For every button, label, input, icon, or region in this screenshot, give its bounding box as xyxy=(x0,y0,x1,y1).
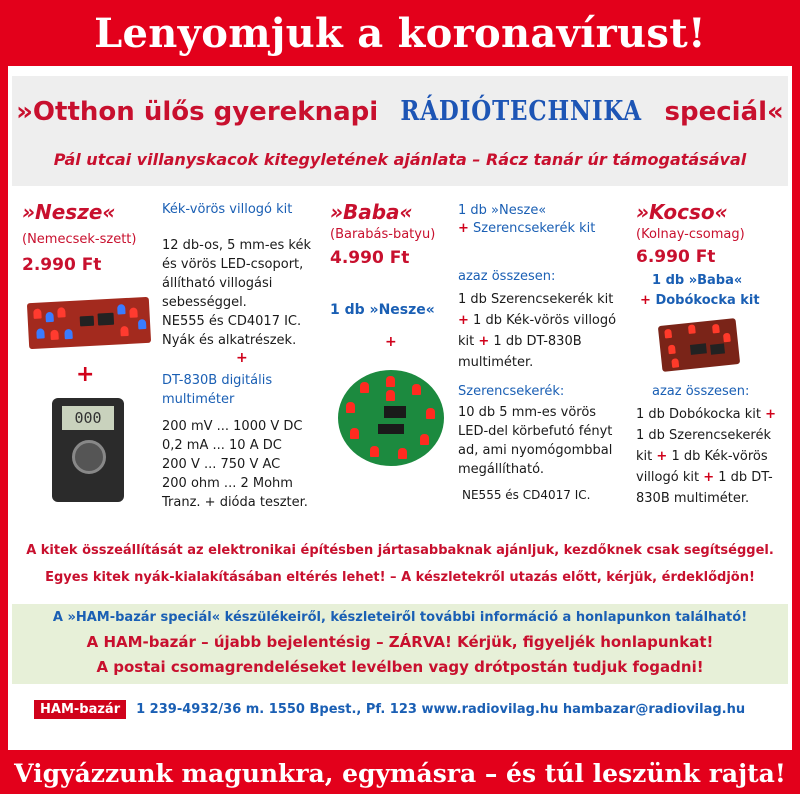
baba-name: »Baba« xyxy=(330,200,413,224)
warning-line-2: Egyes kitek nyák-kialakításában eltérés lehet! – A készletekről utazás előtt, kérjük, érdeklődjön! xyxy=(45,570,755,585)
baba-line1: 1 db »Nesze« xyxy=(458,203,547,218)
kocso-total: 1 db Dobókocka kit + 1 db Szerencsekerék kit + 1 db Kék-vörös villogó kit + 1 db DT- 830B multiméter. xyxy=(636,407,777,506)
kocso-total-label: azaz összesen: xyxy=(652,384,750,399)
info-line-2: A HAM-bazár – újabb bejelentésig – ZÁRVA! Kérjük, figyeljék honlapunkat! xyxy=(86,633,714,651)
baba-plus: + xyxy=(385,334,397,350)
kocso-name: »Kocso« xyxy=(636,200,728,224)
brand-logo: RÁDIÓTECHNIKA xyxy=(400,96,643,127)
baba-subtitle: (Barabás-batyu) xyxy=(330,227,436,242)
nesze-meter-title: DT-830B digitális multiméter xyxy=(162,373,273,407)
contact-bar xyxy=(34,698,745,720)
nesze-plus: + xyxy=(76,362,95,387)
wheel-ic: NE555 és CD4017 IC. xyxy=(462,488,591,502)
bottom-banner-text: Vigyázzunk magunkra, egymásra – és túl leszünk rajta! xyxy=(14,758,786,788)
info-line-1: A »HAM-bazár speciál« készülékeiről, készleteiről további információ a honlapunkon található! xyxy=(52,610,748,625)
bottom-banner xyxy=(0,752,800,794)
baba-total-label: azaz összesen: xyxy=(458,269,556,284)
kocso-price: 6.990 Ft xyxy=(636,247,716,267)
baba-price: 4.990 Ft xyxy=(330,248,410,268)
headline-after: speciál« xyxy=(664,97,784,127)
banner-title: Lenyomjuk a koronavírust! xyxy=(94,9,706,57)
wheel-desc: 10 db 5 mm-es vörös LED-del körbefutó fényt ad, ami nyomógombbal megállítható. xyxy=(458,405,613,477)
blinker-kit-image xyxy=(27,297,151,349)
nesze-kit-plus: + xyxy=(236,350,248,366)
baba-includes: 1 db »Nesze« xyxy=(330,302,435,318)
lucky-wheel-image xyxy=(338,370,444,466)
top-banner xyxy=(0,0,800,66)
kocso-subtitle: (Kolnay-csomag) xyxy=(636,227,745,242)
ham-bazar-tag: HAM-bazár xyxy=(34,700,126,719)
kocso-line2: + Dobókocka kit xyxy=(640,293,760,308)
dice-kit-image xyxy=(658,318,740,372)
warning-line-1: A kitek összeállítását az elektronikai építésben jártasabbaknak ajánljuk, kezdőknek csak segítséggel. xyxy=(26,543,774,558)
nesze-price: 2.990 Ft xyxy=(22,255,102,275)
contact-text[interactable]: 1 239-4932/36 m. 1550 Bpest., Pf. 123 www.radiovilag.hu hambazar@radiovilag.hu xyxy=(136,701,746,717)
info-line-3: A postai csomagrendeléseket levélben vagy drótpostán tudjuk fogadni! xyxy=(96,658,704,676)
kocso-line1: 1 db »Baba« xyxy=(652,273,743,288)
nesze-kit-desc: 12 db-os, 5 mm-es kék és vörös LED-csoport, állítható villogási sebességgel. NE555 és CD4017 IC. Nyák és alkatrészek. xyxy=(162,238,312,348)
nesze-name: »Nesze« xyxy=(22,200,116,224)
nesze-kit-title: Kék-vörös villogó kit xyxy=(162,202,293,217)
multimeter-display: 000 xyxy=(62,406,114,430)
headline xyxy=(0,96,800,127)
baba-line2: + Szerencsekerék kit xyxy=(458,221,596,236)
multimeter-image xyxy=(52,398,124,502)
baba-total: 1 db Szerencsekerék kit + 1 db Kék-vörös villogó kit + 1 db DT-830B multiméter. xyxy=(458,292,617,370)
headline-before: »Otthon ülős gyereknapi xyxy=(16,97,379,127)
subheadline: Pál utcai villanyskacok kitegyletének ajánlata – Rácz tanár úr támogatásával xyxy=(53,150,747,169)
nesze-meter-specs: 200 mV ... 1000 V DC 0,2 mA ... 10 A DC 200 V ... 750 V AC 200 ohm ... 2 Mohm Tranz. + dióda teszter. xyxy=(162,419,308,510)
header-band xyxy=(12,76,788,186)
nesze-subtitle: (Nemecsek-szett) xyxy=(22,232,137,247)
wheel-label: Szerencsekerék: xyxy=(458,384,565,399)
